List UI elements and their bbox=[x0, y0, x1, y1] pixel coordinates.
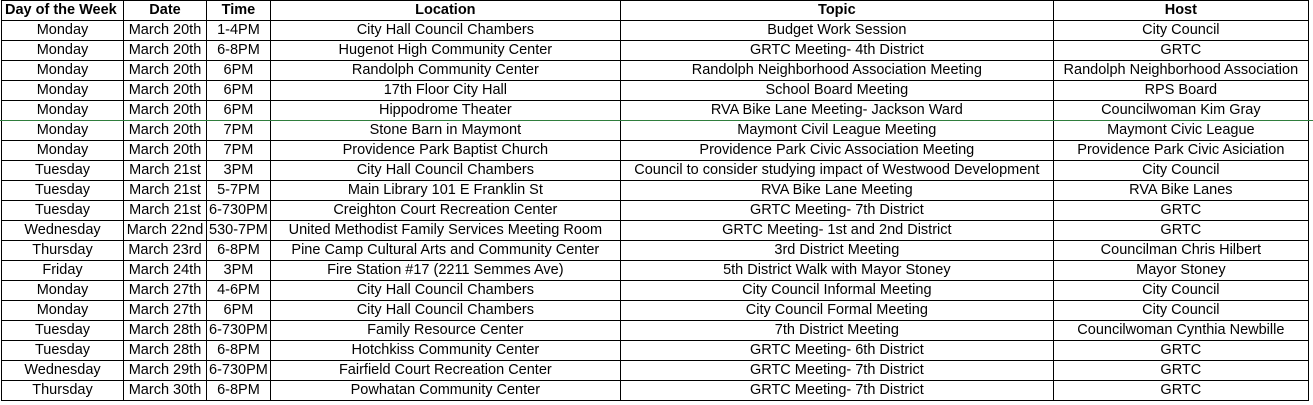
host-cell[interactable]: GRTC bbox=[1053, 361, 1308, 381]
day-cell[interactable]: Wednesday bbox=[2, 221, 124, 241]
date-cell[interactable]: March 21st bbox=[124, 201, 207, 221]
day-cell[interactable]: Monday bbox=[2, 281, 124, 301]
date-cell[interactable]: March 20th bbox=[124, 81, 207, 101]
host-cell[interactable]: Randolph Neighborhood Association bbox=[1053, 61, 1308, 81]
topic-cell[interactable]: 5th District Walk with Mayor Stoney bbox=[620, 261, 1053, 281]
topic-cell[interactable]: City Council Formal Meeting bbox=[620, 301, 1053, 321]
date-cell[interactable]: March 24th bbox=[124, 261, 207, 281]
table-row bbox=[2, 221, 1309, 241]
time-cell[interactable]: 6-8PM bbox=[207, 381, 271, 401]
location-cell[interactable]: Stone Barn in Maymont bbox=[270, 121, 620, 141]
time-cell[interactable]: 6-8PM bbox=[207, 41, 271, 61]
location-cell[interactable]: Hippodrome Theater bbox=[270, 101, 620, 121]
day-cell[interactable]: Monday bbox=[2, 41, 124, 61]
table-row bbox=[2, 321, 1309, 341]
table-row bbox=[2, 101, 1309, 121]
date-cell[interactable]: March 20th bbox=[124, 61, 207, 81]
host-cell[interactable]: GRTC bbox=[1053, 341, 1308, 361]
host-cell[interactable]: GRTC bbox=[1053, 381, 1308, 401]
time-cell[interactable]: 6-8PM bbox=[207, 241, 271, 261]
host-cell[interactable]: Maymont Civic League bbox=[1053, 121, 1308, 141]
table-header bbox=[2, 1, 1309, 21]
date-cell[interactable]: March 20th bbox=[124, 41, 207, 61]
topic-cell[interactable]: GRTC Meeting- 6th District bbox=[620, 341, 1053, 361]
topic-cell[interactable]: GRTC Meeting- 1st and 2nd District bbox=[620, 221, 1053, 241]
date-cell[interactable]: March 20th bbox=[124, 21, 207, 41]
day-cell[interactable]: Monday bbox=[2, 81, 124, 101]
day-cell[interactable]: Thursday bbox=[2, 241, 124, 261]
date-cell[interactable]: March 20th bbox=[124, 141, 207, 161]
host-cell[interactable]: GRTC bbox=[1053, 201, 1308, 221]
location-cell[interactable]: Fire Station #17 (2211 Semmes Ave) bbox=[270, 261, 620, 281]
location-cell[interactable]: Hotchkiss Community Center bbox=[270, 341, 620, 361]
date-cell[interactable]: March 27th bbox=[124, 301, 207, 321]
host-cell[interactable]: Councilwoman Cynthia Newbille bbox=[1053, 321, 1308, 341]
time-cell[interactable]: 7PM bbox=[207, 121, 271, 141]
column-header-time[interactable]: Time bbox=[207, 1, 271, 21]
host-cell[interactable]: Providence Park Civic Asiciation bbox=[1053, 141, 1308, 161]
column-header-host[interactable]: Host bbox=[1053, 1, 1308, 21]
table-row bbox=[2, 201, 1309, 221]
date-cell[interactable]: March 22nd bbox=[124, 221, 207, 241]
table-row bbox=[2, 161, 1309, 181]
time-cell[interactable]: 5-7PM bbox=[207, 181, 271, 201]
time-cell[interactable]: 1-4PM bbox=[207, 21, 271, 41]
table-row bbox=[2, 301, 1309, 321]
date-cell[interactable]: March 20th bbox=[124, 101, 207, 121]
day-cell[interactable]: Monday bbox=[2, 141, 124, 161]
date-cell[interactable]: March 28th bbox=[124, 321, 207, 341]
host-cell[interactable]: City Council bbox=[1053, 161, 1308, 181]
location-cell[interactable]: Creighton Court Recreation Center bbox=[270, 201, 620, 221]
table-row bbox=[2, 141, 1309, 161]
location-cell[interactable]: Fairfield Court Recreation Center bbox=[270, 361, 620, 381]
table-row bbox=[2, 81, 1309, 101]
topic-cell[interactable]: Providence Park Civic Association Meeting bbox=[620, 141, 1053, 161]
location-cell[interactable]: Family Resource Center bbox=[270, 321, 620, 341]
date-cell[interactable]: March 28th bbox=[124, 341, 207, 361]
host-cell[interactable]: GRTC bbox=[1053, 221, 1308, 241]
time-cell[interactable]: 6PM bbox=[207, 301, 271, 321]
topic-cell[interactable]: Budget Work Session bbox=[620, 21, 1053, 41]
day-cell[interactable]: Friday bbox=[2, 261, 124, 281]
time-cell[interactable]: 6-730PM bbox=[207, 361, 271, 381]
table-row bbox=[2, 361, 1309, 381]
location-cell[interactable]: 17th Floor City Hall bbox=[270, 81, 620, 101]
time-cell[interactable]: 6PM bbox=[207, 101, 271, 121]
topic-cell[interactable]: GRTC Meeting- 7th District bbox=[620, 361, 1053, 381]
topic-cell[interactable]: 3rd District Meeting bbox=[620, 241, 1053, 261]
date-cell[interactable]: March 29th bbox=[124, 361, 207, 381]
host-cell[interactable]: Mayor Stoney bbox=[1053, 261, 1308, 281]
column-header-day[interactable]: Day of the Week bbox=[2, 1, 124, 21]
topic-cell[interactable]: GRTC Meeting- 7th District bbox=[620, 201, 1053, 221]
day-cell[interactable]: Tuesday bbox=[2, 341, 124, 361]
host-cell[interactable]: City Council bbox=[1053, 281, 1308, 301]
host-cell[interactable]: Councilwoman Kim Gray bbox=[1053, 101, 1308, 121]
location-cell[interactable]: Pine Camp Cultural Arts and Community Center bbox=[270, 241, 620, 261]
time-cell[interactable]: 3PM bbox=[207, 261, 271, 281]
time-cell[interactable]: 6-730PM bbox=[207, 201, 271, 221]
time-cell[interactable]: 6-730PM bbox=[207, 321, 271, 341]
location-cell[interactable]: City Hall Council Chambers bbox=[270, 301, 620, 321]
location-cell[interactable]: City Hall Council Chambers bbox=[270, 21, 620, 41]
topic-cell[interactable]: Council to consider studying impact of Westwood Development bbox=[620, 161, 1053, 181]
table-row bbox=[2, 381, 1309, 401]
date-cell[interactable]: March 20th bbox=[124, 121, 207, 141]
column-header-location[interactable]: Location bbox=[270, 1, 620, 21]
location-cell[interactable]: Hugenot High Community Center bbox=[270, 41, 620, 61]
time-cell[interactable]: 6PM bbox=[207, 81, 271, 101]
location-cell[interactable]: Providence Park Baptist Church bbox=[270, 141, 620, 161]
topic-cell[interactable]: Maymont Civil League Meeting bbox=[620, 121, 1053, 141]
host-cell[interactable]: City Council bbox=[1053, 21, 1308, 41]
location-cell[interactable]: Randolph Community Center bbox=[270, 61, 620, 81]
table-row bbox=[2, 281, 1309, 301]
table-row bbox=[2, 341, 1309, 361]
day-cell[interactable]: Monday bbox=[2, 101, 124, 121]
day-cell[interactable]: Thursday bbox=[2, 381, 124, 401]
topic-cell[interactable]: RVA Bike Lane Meeting bbox=[620, 181, 1053, 201]
day-cell[interactable]: Tuesday bbox=[2, 321, 124, 341]
time-cell[interactable]: 6-8PM bbox=[207, 341, 271, 361]
day-cell[interactable]: Monday bbox=[2, 61, 124, 81]
day-cell[interactable]: Wednesday bbox=[2, 361, 124, 381]
host-cell[interactable]: Councilman Chris Hilbert bbox=[1053, 241, 1308, 261]
topic-cell[interactable]: 7th District Meeting bbox=[620, 321, 1053, 341]
day-cell[interactable]: Monday bbox=[2, 21, 124, 41]
column-header-date[interactable]: Date bbox=[124, 1, 207, 21]
topic-cell[interactable]: GRTC Meeting- 4th District bbox=[620, 41, 1053, 61]
date-cell[interactable]: March 23rd bbox=[124, 241, 207, 261]
topic-cell[interactable]: GRTC Meeting- 7th District bbox=[620, 381, 1053, 401]
time-cell[interactable]: 530-7PM bbox=[207, 221, 271, 241]
host-cell[interactable]: RPS Board bbox=[1053, 81, 1308, 101]
location-cell[interactable]: Main Library 101 E Franklin St bbox=[270, 181, 620, 201]
day-cell[interactable]: Monday bbox=[2, 121, 124, 141]
topic-cell[interactable]: Randolph Neighborhood Association Meeting bbox=[620, 61, 1053, 81]
events-table bbox=[1, 0, 1309, 401]
location-cell[interactable]: City Hall Council Chambers bbox=[270, 281, 620, 301]
location-cell[interactable]: United Methodist Family Services Meeting Room bbox=[270, 221, 620, 241]
column-header-topic[interactable]: Topic bbox=[620, 1, 1053, 21]
table-row bbox=[2, 21, 1309, 41]
host-cell[interactable]: GRTC bbox=[1053, 41, 1308, 61]
host-cell[interactable]: City Council bbox=[1053, 301, 1308, 321]
day-cell[interactable]: Tuesday bbox=[2, 161, 124, 181]
host-cell[interactable]: RVA Bike Lanes bbox=[1053, 181, 1308, 201]
location-cell[interactable]: Powhatan Community Center bbox=[270, 381, 620, 401]
location-cell[interactable]: City Hall Council Chambers bbox=[270, 161, 620, 181]
time-cell[interactable]: 3PM bbox=[207, 161, 271, 181]
topic-cell[interactable]: City Council Informal Meeting bbox=[620, 281, 1053, 301]
date-cell[interactable]: March 30th bbox=[124, 381, 207, 401]
table-row bbox=[2, 181, 1309, 201]
time-cell[interactable]: 7PM bbox=[207, 141, 271, 161]
table-row bbox=[2, 241, 1309, 261]
day-cell[interactable]: Tuesday bbox=[2, 201, 124, 221]
topic-cell[interactable]: RVA Bike Lane Meeting- Jackson Ward bbox=[620, 101, 1053, 121]
table-body bbox=[2, 21, 1309, 401]
table-row bbox=[2, 41, 1309, 61]
header-row bbox=[2, 1, 1309, 21]
date-cell[interactable]: March 21st bbox=[124, 181, 207, 201]
row-selection-line bbox=[0, 120, 1313, 121]
time-cell[interactable]: 6PM bbox=[207, 61, 271, 81]
day-cell[interactable]: Tuesday bbox=[2, 181, 124, 201]
topic-cell[interactable]: School Board Meeting bbox=[620, 81, 1053, 101]
date-cell[interactable]: March 21st bbox=[124, 161, 207, 181]
table-row bbox=[2, 61, 1309, 81]
table-row bbox=[2, 261, 1309, 281]
time-cell[interactable]: 4-6PM bbox=[207, 281, 271, 301]
table-row bbox=[2, 121, 1309, 141]
date-cell[interactable]: March 27th bbox=[124, 281, 207, 301]
day-cell[interactable]: Monday bbox=[2, 301, 124, 321]
